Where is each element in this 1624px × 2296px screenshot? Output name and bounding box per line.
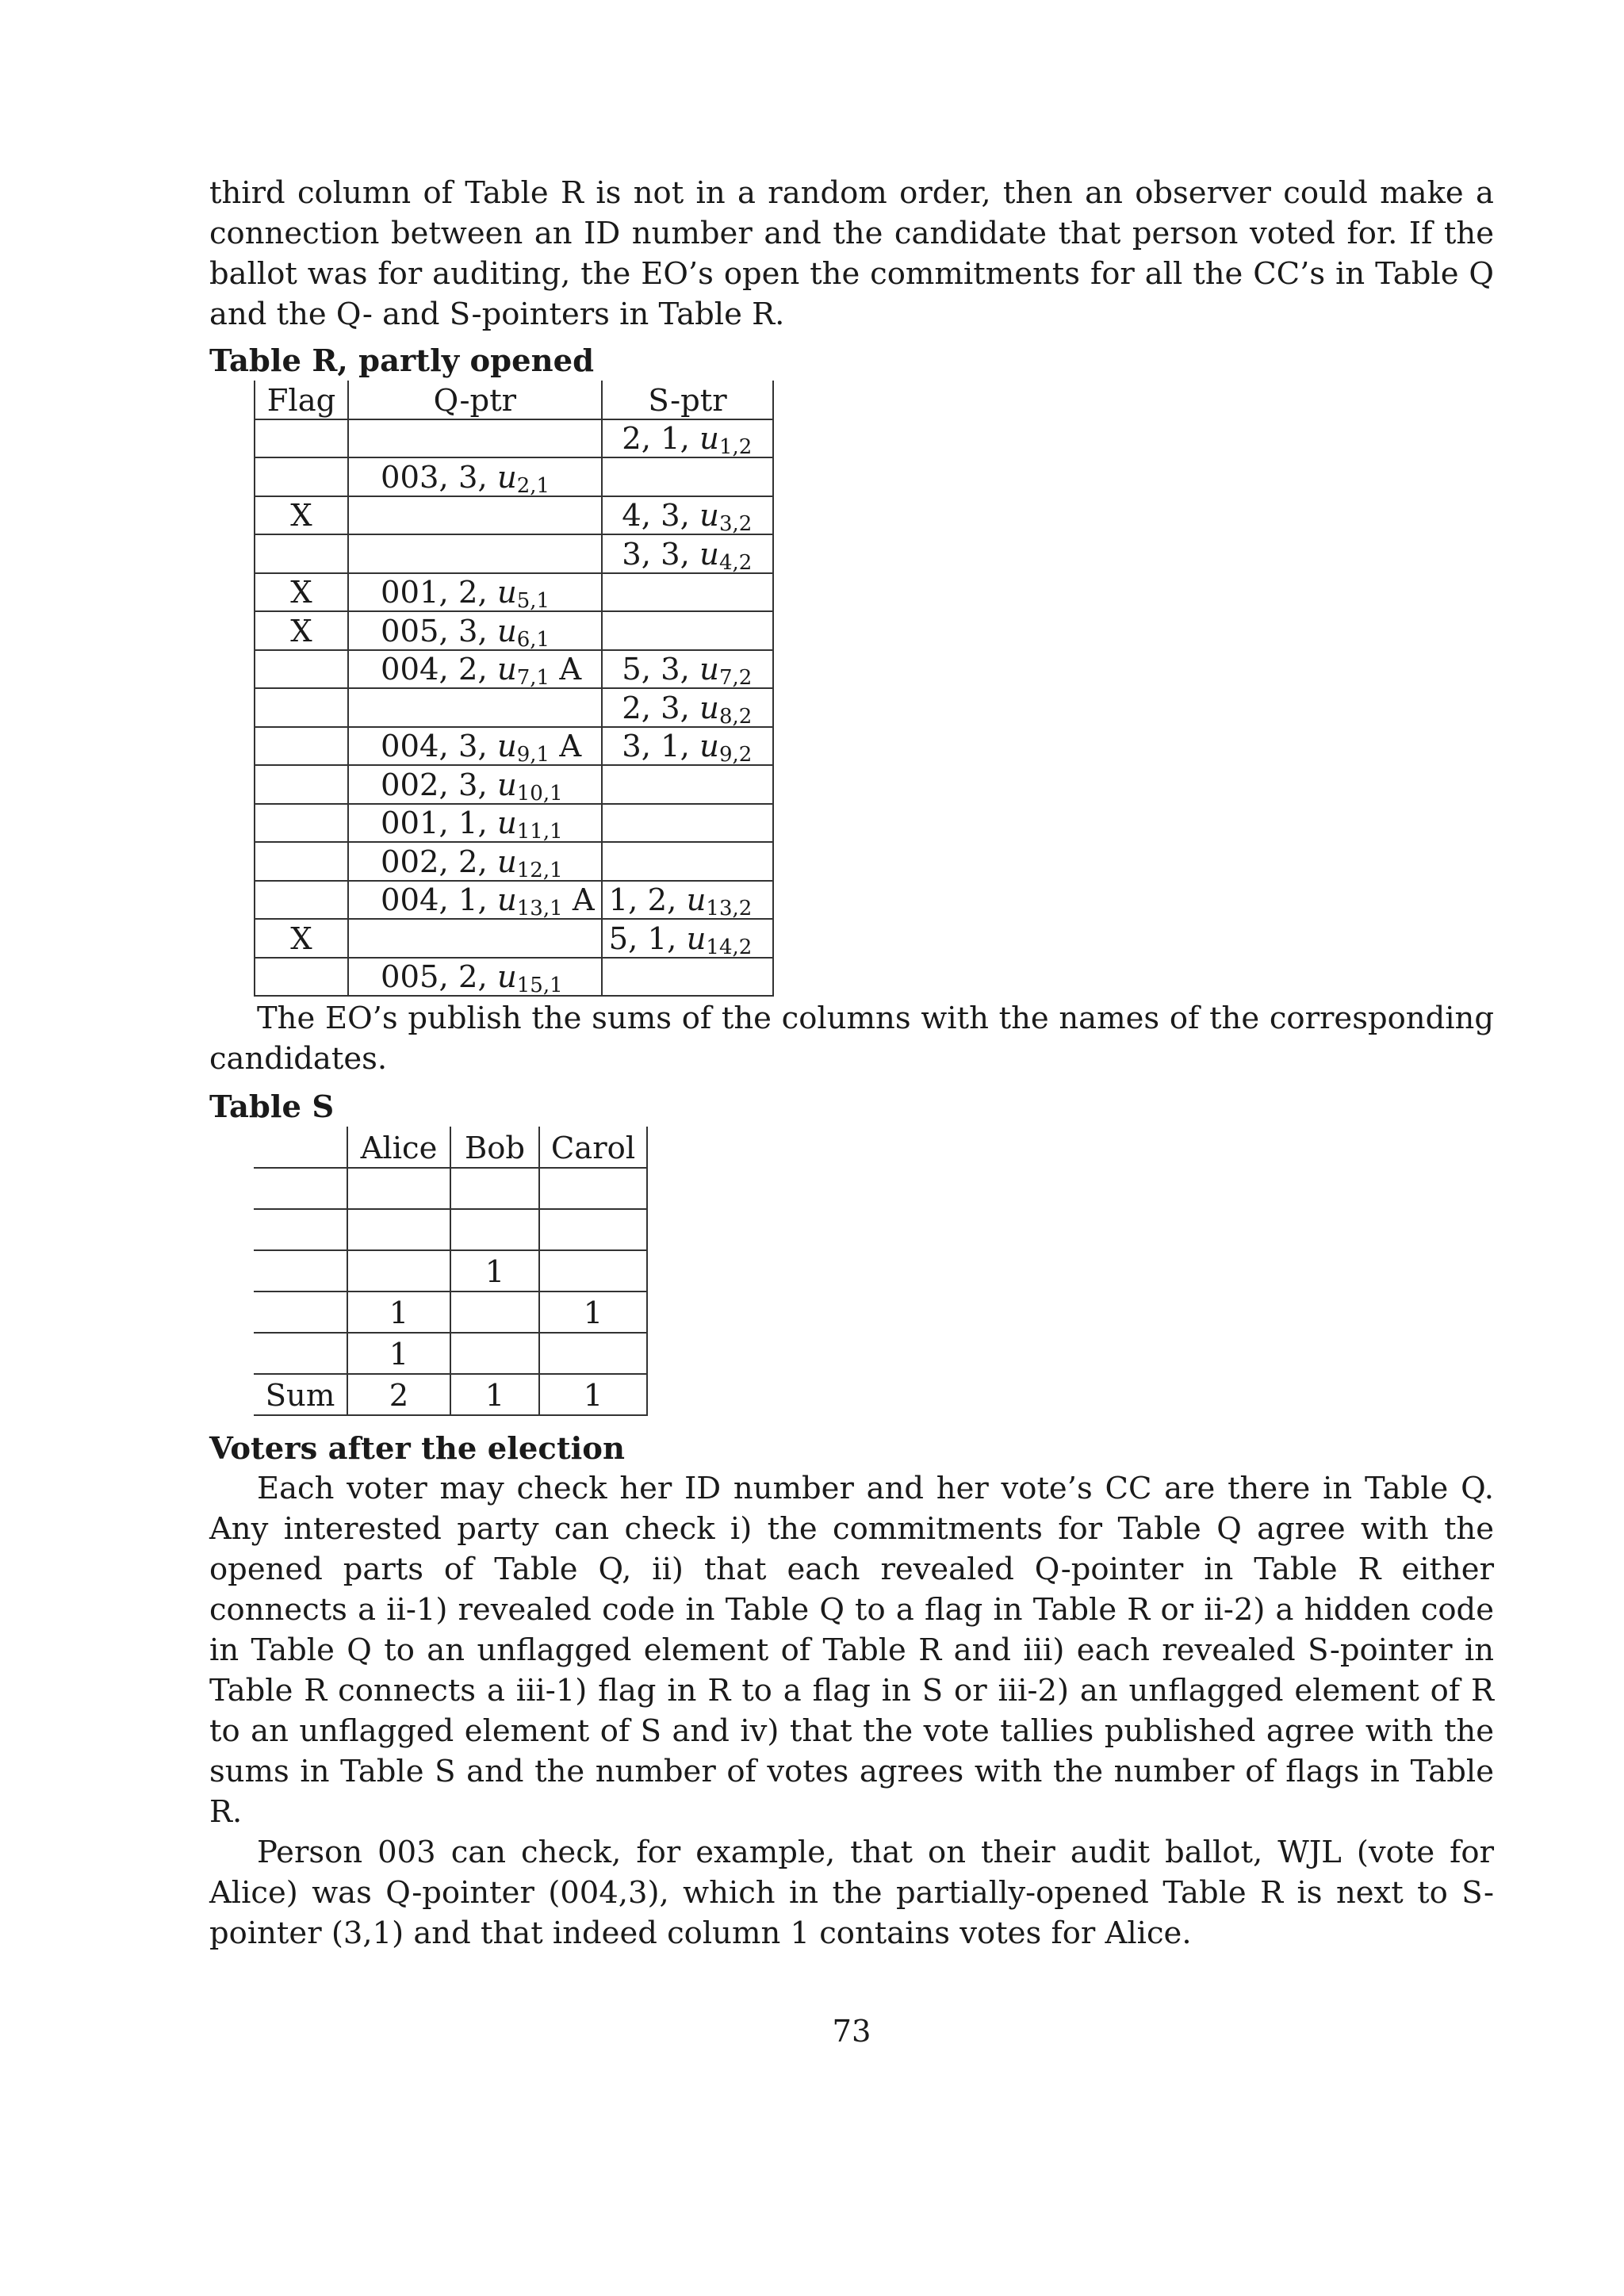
table-s-row: [254, 1292, 647, 1333]
table-r-subscript: 9,1: [516, 743, 550, 767]
table-r-row: [255, 573, 773, 612]
u-variable: u: [699, 536, 719, 572]
table-r-flag-cell: [255, 727, 348, 766]
table-r-sptr-text: 5, 1, u: [608, 920, 707, 957]
table-s-header-blank: [254, 1127, 347, 1168]
table-r-qptr-text: 002, 3, u: [381, 767, 517, 803]
table-r-subscript: 6,1: [516, 627, 550, 652]
table-r-title: Table R, partly opened: [209, 343, 594, 379]
u-variable: u: [686, 920, 707, 957]
table-r-qptr-cell: [348, 727, 602, 766]
u-variable: u: [699, 690, 719, 726]
table-r-sptr-cell: [602, 919, 774, 958]
table-s-header-bob: Bob: [450, 1127, 539, 1168]
table-r-subscript: 14,2: [706, 935, 753, 959]
table-s-bob-cell: [450, 1209, 539, 1250]
table-r-flag-cell: [255, 496, 348, 535]
u-variable: u: [699, 729, 719, 764]
page-content: [209, 0, 1494, 2049]
table-r-row: [255, 688, 773, 727]
table-s-header-row: [254, 1127, 647, 1168]
page-number: 73: [832, 2014, 871, 2049]
table-r-qptr-cell: [348, 457, 602, 496]
table-r-qptr-cell: [348, 611, 602, 650]
u-variable: u: [496, 806, 517, 841]
table-r-sptr-cell: [602, 842, 774, 881]
table-r-sptr-text: 2, 1, u: [622, 421, 719, 457]
table-r-header-row: [255, 381, 773, 419]
table-s-carol-cell: [539, 1209, 647, 1250]
table-r-sptr-cell: [602, 804, 774, 843]
u-variable: u: [699, 421, 719, 457]
table-r-row: [255, 958, 773, 997]
table-s-alice-cell: 2: [347, 1374, 450, 1415]
table-s-bob-cell: [450, 1292, 539, 1333]
table-r-sptr-cell: [602, 496, 774, 535]
table-s-alice-cell: 1: [347, 1292, 450, 1333]
u-variable: u: [496, 959, 517, 995]
table-r-row: [255, 650, 773, 689]
table-r-qptr-text: 005, 2, u: [381, 959, 517, 995]
table-r-flag-cell: [255, 842, 348, 881]
table-r-subscript: 5,1: [516, 589, 550, 613]
table-r-flag-text: X: [290, 613, 312, 649]
table-s-alice-cell: [347, 1250, 450, 1292]
table-r-audit-mark: A: [550, 729, 582, 764]
table-r-header-sptr: S-ptr: [602, 381, 774, 419]
table-r-flag-text: X: [290, 920, 312, 957]
table-r-flag-text: X: [290, 575, 312, 610]
table-r-subscript: 2,1: [516, 473, 550, 498]
table-r-sptr-cell: [602, 650, 774, 689]
table-r-row: [255, 534, 773, 573]
table-r-sptr-text: 5, 3, u: [622, 652, 719, 687]
table-s-carol-cell: [539, 1250, 647, 1292]
table-s-bob-cell: 1: [450, 1250, 539, 1292]
table-r-audit-mark: A: [550, 652, 582, 687]
table-r-header-flag: Flag: [255, 381, 348, 419]
table-r-row: [255, 727, 773, 766]
table-r-subscript: 13,2: [706, 897, 753, 920]
u-variable: u: [496, 882, 517, 918]
table-r-subscript: 12,1: [516, 858, 563, 882]
table-r-sptr-text: 4, 3, u: [622, 498, 719, 534]
table-r-flag-cell: [255, 573, 348, 612]
u-variable: u: [496, 652, 517, 687]
table-r-sptr-cell: [602, 688, 774, 727]
table-r-header-qptr: Q-ptr: [348, 381, 602, 419]
table-s-label-cell: [254, 1292, 347, 1333]
table-r-qptr-cell: [348, 534, 602, 573]
table-r-qptr-text: 001, 1, u: [381, 806, 517, 841]
u-variable: u: [496, 613, 517, 649]
table-r-qptr-text: 004, 2, u: [381, 652, 517, 687]
table-r-subscript: 8,2: [718, 704, 753, 729]
u-variable: u: [496, 767, 517, 803]
table-s-header-alice: Alice: [347, 1127, 450, 1168]
table-r-body: [255, 419, 773, 997]
table-s-row: [254, 1333, 647, 1374]
table-r-qptr-text: 003, 3, u: [381, 459, 517, 496]
table-r-flag-cell: [255, 804, 348, 843]
table-r-subscript: 1,2: [718, 435, 753, 459]
u-variable: u: [699, 498, 719, 534]
table-r-sptr-text: 3, 3, u: [622, 536, 719, 572]
table-r-subscript: 9,2: [718, 743, 753, 767]
table-r-qptr-text: 001, 2, u: [381, 575, 517, 610]
table-s-alice-cell: [347, 1168, 450, 1209]
table-r-row: [255, 881, 773, 920]
table-r-flag-cell: [255, 919, 348, 958]
table-r-qptr-cell: [348, 919, 602, 958]
table-r-flag-text: X: [290, 498, 312, 534]
table-r-flag-cell: [255, 881, 348, 920]
table-r-sptr-cell: [602, 611, 774, 650]
table-s-carol-cell: [539, 1333, 647, 1374]
intro-paragraph: third column of Table R is not in a random order, then an observer could make a connection between an ID number and the candidate that person voted for. If the ballot was for auditing, the EO’s open the commitments for all the CC’s in Table Q and the Q- and S-pointers in Table R.: [209, 175, 1494, 332]
table-s-title: Table S: [209, 1089, 335, 1125]
table-r-row: [255, 804, 773, 843]
sums-paragraph: The EO’s publish the sums of the columns with the names of the corresponding candidates.: [209, 1001, 1494, 1077]
table-s-row: [254, 1374, 647, 1415]
table-s-bob-cell: [450, 1333, 539, 1374]
table-r-sptr-cell: [602, 534, 774, 573]
table-r-subscript: 13,1: [516, 897, 563, 920]
table-r-qptr-text: 004, 1, u: [381, 882, 517, 918]
table-r-row: [255, 765, 773, 804]
table-r-row: [255, 496, 773, 535]
table-r-sptr-cell: [602, 457, 774, 496]
table-r-subscript: 3,2: [718, 512, 753, 536]
table-r-qptr-cell: [348, 419, 602, 458]
voters-paragraph-2: Person 003 can check, for example, that on their audit ballot, WJL (vote for Alice) was Q-pointer (004,3), which in the partially-opened Table R is next to S-pointer (3,1) and that indeed column 1 contains votes for Alice.: [209, 1835, 1494, 1951]
table-s-alice-cell: 1: [347, 1333, 450, 1374]
table-r-qptr-cell: [348, 573, 602, 612]
table-r-sptr-text: 1, 2, u: [608, 882, 707, 918]
table-r-subscript: 15,1: [516, 974, 563, 997]
table-r-sptr-cell: [602, 419, 774, 458]
table-s-label-cell: [254, 1209, 347, 1250]
table-r-flag-cell: [255, 958, 348, 997]
table-s-carol-cell: [539, 1168, 647, 1209]
table-r-qptr-text: 005, 3, u: [381, 613, 517, 649]
table-r-qptr-cell: [348, 958, 602, 997]
table-r-flag-cell: [255, 765, 348, 804]
voters-heading: Voters after the election: [209, 1431, 625, 1467]
table-r-row: [255, 919, 773, 958]
table-s-label-cell: [254, 1333, 347, 1374]
table-r-flag-cell: [255, 688, 348, 727]
voters-paragraph-1: Each voter may check her ID number and her vote’s CC are there in Table Q. Any interested party can check i) the commitments for Table Q agree with the opened parts of Table Q, ii) that each revealed Q-pointer in Table R either connects a ii-1) revealed code in Table Q to a flag in Table R or ii-2) a hidden code in Table Q to an unflagged element of Table R and iii) each revealed S-pointer in Table R connects a iii-1) flag in R to a flag in S or iii-2) an unflagged element of R to an unflagged element of S and iv) that the vote tallies published agree with the sums in Table S and the number of votes agrees with the number of flags in Table R.: [209, 1471, 1494, 1830]
table-s-label-cell: [254, 1250, 347, 1292]
table-r-qptr-cell: [348, 765, 602, 804]
table-s-label-cell: [254, 1168, 347, 1209]
table-s-body: [254, 1168, 647, 1415]
table-r-subscript: 4,2: [718, 550, 753, 575]
table-r-qptr-cell: [348, 496, 602, 535]
table-r-qptr-cell: [348, 688, 602, 727]
table-r-qptr-text: 004, 3, u: [381, 729, 517, 764]
table-r-row: [255, 457, 773, 496]
table-r-audit-mark: A: [562, 882, 595, 918]
u-variable: u: [686, 882, 707, 918]
table-r-flag-cell: [255, 611, 348, 650]
table-r-flag-cell: [255, 650, 348, 689]
table-s-row: [254, 1168, 647, 1209]
table-r-subscript: 7,1: [516, 666, 550, 690]
table-r-sptr-cell: [602, 958, 774, 997]
table-s-label-cell: Sum: [254, 1374, 347, 1415]
table-r-qptr-cell: [348, 650, 602, 689]
table-s-row: [254, 1209, 647, 1250]
table-r-flag-cell: [255, 457, 348, 496]
table-r-row: [255, 842, 773, 881]
table-r-subscript: 11,1: [516, 820, 563, 844]
table-s-header-carol: Carol: [539, 1127, 647, 1168]
u-variable: u: [496, 459, 517, 496]
table-s-bob-cell: 1: [450, 1374, 539, 1415]
table-r-flag-cell: [255, 419, 348, 458]
table-s: [254, 1127, 648, 1416]
table-r-subscript: 10,1: [516, 781, 563, 806]
table-s-bob-cell: [450, 1168, 539, 1209]
table-s-alice-cell: [347, 1209, 450, 1250]
table-r-sptr-text: 3, 1, u: [622, 729, 719, 764]
table-r-qptr-cell: [348, 842, 602, 881]
table-r-qptr-cell: [348, 881, 602, 920]
table-r-sptr-cell: [602, 573, 774, 612]
table-r-sptr-text: 2, 3, u: [622, 690, 719, 726]
u-variable: u: [699, 652, 719, 687]
u-variable: u: [496, 844, 517, 880]
table-r: [254, 381, 774, 997]
table-r-row: [255, 611, 773, 650]
table-s-carol-cell: 1: [539, 1374, 647, 1415]
table-s-carol-cell: 1: [539, 1292, 647, 1333]
u-variable: u: [496, 575, 517, 610]
table-r-row: [255, 419, 773, 458]
table-r-qptr-cell: [348, 804, 602, 843]
table-r-flag-cell: [255, 534, 348, 573]
u-variable: u: [496, 729, 517, 764]
table-r-sptr-cell: [602, 765, 774, 804]
table-s-row: [254, 1250, 647, 1292]
table-r-sptr-cell: [602, 881, 774, 920]
table-r-qptr-text: 002, 2, u: [381, 844, 517, 880]
table-r-subscript: 7,2: [718, 666, 753, 690]
table-r-sptr-cell: [602, 727, 774, 766]
